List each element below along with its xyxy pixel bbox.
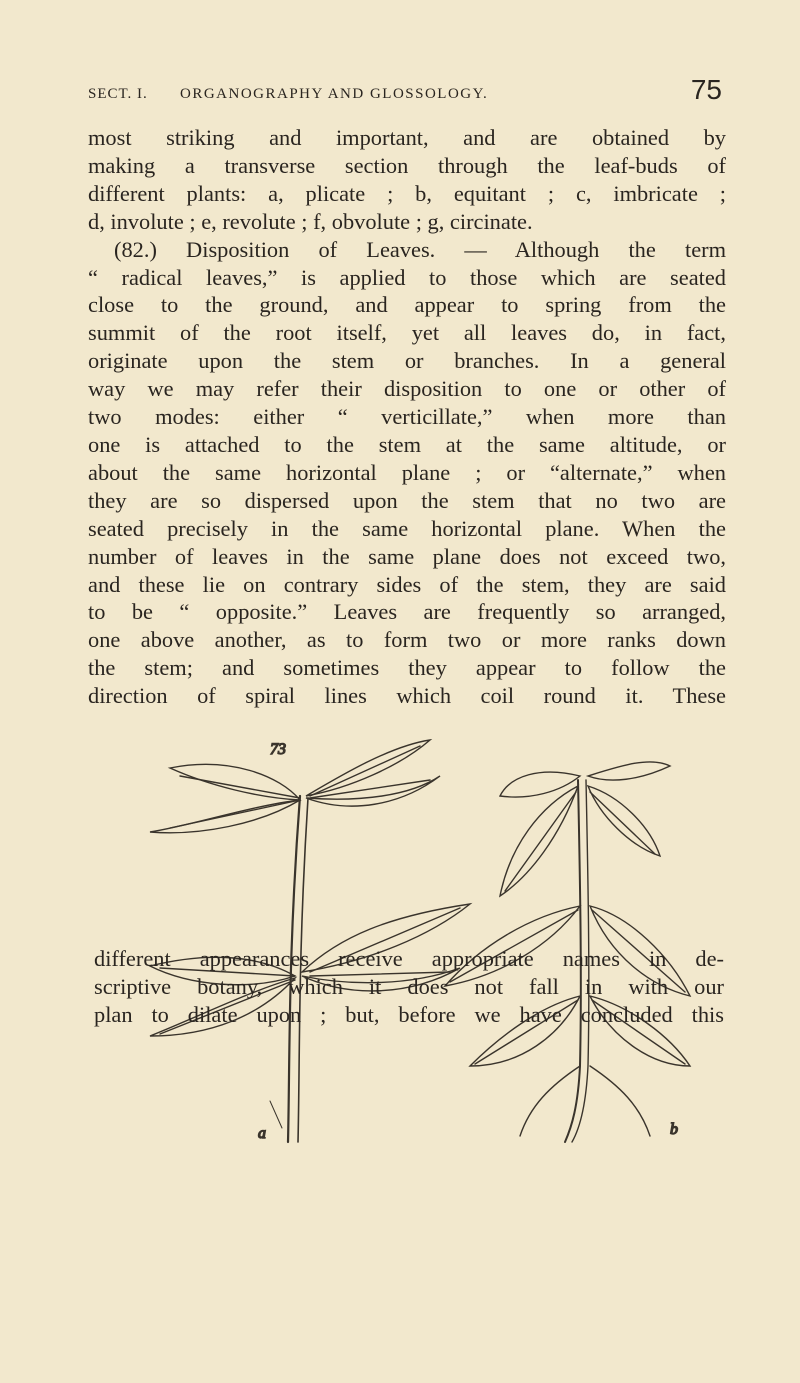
paragraph-top [88,124,726,710]
text-line: originate upon the stem or branches. In a general [88,348,726,374]
text-line: seated precisely in the same horizontal plane. When the [88,515,726,541]
text-line: making a transverse section through the leaf-buds of [88,152,726,178]
page-number: 75 [690,74,722,105]
text-line: d, involute ; e, revolute ; f, obvolute ; g, circinate. [88,208,533,234]
text-line: to be “ opposite.” Leaves are frequently so arranged, [88,599,726,625]
running-header [88,72,722,112]
section-label: SECT. I. [88,86,148,102]
paragraph-bottom [94,945,724,1029]
text-line: one is attached to the stem at the same altitude, or [88,431,726,457]
text-line: close to the ground, and appear to spring from the [88,292,726,318]
text-line: and these lie on contrary sides of the stem, they are said [88,571,726,597]
section-heading-line: (82.) Disposition of Leaves. — Although the term [114,236,726,262]
text-line: different plants: a, plicate ; b, equitant ; c, imbricate ; [88,180,726,206]
figure-label-a: a [258,1125,266,1142]
text-line: most striking and important, and are obtained by [88,125,726,150]
text-line: they are so dispersed upon the stem that no two are [88,487,726,513]
text-line: number of leaves in the same plane does not exceed two, [88,543,726,569]
opposite-leaves-stem-illustration [150,740,470,1142]
text-line: plan to dilate upon ; but, before we have concluded this [94,1001,724,1027]
text-line: scriptive botany, which it does not fall in with our [94,973,724,999]
text-line: “ radical leaves,” is applied to those which are seated [88,264,726,290]
text-line: direction of spiral lines which coil round it. These [88,683,726,709]
text-line: different appearances receive appropriate names in de- [94,946,724,971]
text-line: the stem; and sometimes they appear to follow the [88,655,726,681]
figure-number: 73 [270,741,286,758]
text-line: about the same horizontal plane ; or “alternate,” when [88,459,726,485]
text-line: one above another, as to form two or more ranks down [88,627,726,653]
running-title: ORGANOGRAPHY AND GLOSSOLOGY. [180,86,489,102]
figure-label-b: b [670,1121,678,1138]
text-line: two modes: either “ verticillate,” when more than [88,404,726,430]
text-line: way we may refer their disposition to one or other of [88,376,726,402]
text-line: summit of the root itself, yet all leaves do, in fact, [88,320,726,346]
leaf-arrangement-figure [110,736,720,1148]
